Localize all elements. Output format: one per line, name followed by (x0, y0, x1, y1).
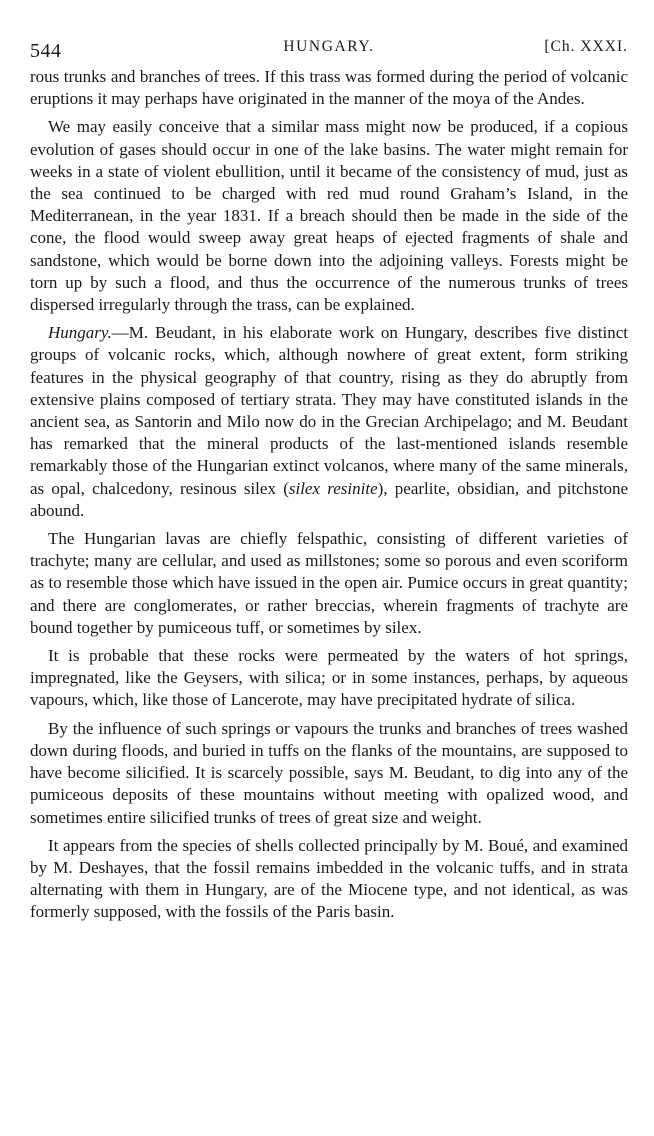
chapter-reference: [Ch. XXXI. (544, 38, 628, 55)
paragraph-lake-basins: We may easily conceive that a similar mass might now be produced, if a copious evolution of gases should occur in one of the lake basins. The water might remain for weeks in a state of violent ebullition, until it became of the consistency of mud, just as the sea continued to be charged with red mud round Graham’s Island, in the Mediterranean, in the year 1831. If a breach should then be made in the side of the cone, the flood would sweep away great heaps of ejected fragments of shale and sandstone, which would be borne down into the adjoining valleys. Forests might be torn up by such a flood, and thus the occurrence of the numerous trunks of trees dispersed irregularly through the trass, can be explained. (30, 117, 628, 315)
running-head (30, 30, 628, 60)
italic-term: silex resinite (288, 478, 378, 498)
page-number: 544 (30, 40, 62, 62)
paragraph-continued: rous trunks and branches of trees. If this trass was formed during the period of volcanic eruptions it may perhaps have originated in the manner of the moya of the Andes. (30, 67, 628, 109)
section-heading-hungary: Hungary. (48, 323, 112, 343)
paragraph-silicified-trees: By the influence of such springs or vapours the trunks and branches of trees washed down during floods, and buried in tuffs on the flanks of the mountains, are supposed to have become silicified. It is scarcely possible, says M. Beudant, to dig into any of the pumiceous deposits of these mountains without meeting with opalized wood, and sometimes entire silicified trunks of trees of great size and weight. (30, 718, 628, 827)
paragraph-hot-springs: It is probable that these rocks were permeated by the waters of hot springs, impregnated, like the Geysers, with silica; or in some instances, perhaps, by aqueous vapours, which, like those of Lancerote, may have precipitated hydrate of silica. (30, 646, 628, 710)
paragraph-hungarian-lavas: The Hungarian lavas are chiefly felspathic, consisting of different varieties of trachyte; many are cellular, and used as millstones; some so porous and even scoriform as to resemble those which have issued in the open air. Pumice occurs in great quantity; and there are conglomerates, or rather breccias, wherein fragments of trachyte are bound together by pumiceous tuff, or sometimes by silex. (30, 529, 628, 637)
paragraph-text: —M. Beudant, in his elaborate work on Hungary, describes five distinct groups of volcanic rocks, which, although nowhere of great extent, form striking features in the physical geography of that country, rising as they do abruptly from extensive plains composed of tertiary strata. They may have constituted islands in the ancient sea, as Santorin and Milo now do in the Grecian Archipelago; and M. Beudant has remarked that the mineral products of the last-mentioned islands resemble remarkably those of the Hungarian extinct volcanos, where many of the same minerals, as opal, chalcedony, resinous silex ( (30, 323, 628, 498)
body-text (30, 66, 628, 924)
paragraph-text-end: ), pearlite, obsidian, and pitchstone abound. (30, 478, 628, 520)
book-page (30, 30, 628, 930)
running-title: HUNGARY. (283, 38, 375, 55)
paragraph-fossil-shells: It appears from the species of shells collected principally by M. Boué, and examined by M. Deshayes, that the fossil remains imbedded in the volcanic tuffs, and in strata alternating with them in Hungary, are of the Miocene type, and not identical, as was formerly supposed, with the fossils of the Paris basin. (30, 835, 628, 922)
paragraph-hungary-intro (30, 322, 628, 522)
